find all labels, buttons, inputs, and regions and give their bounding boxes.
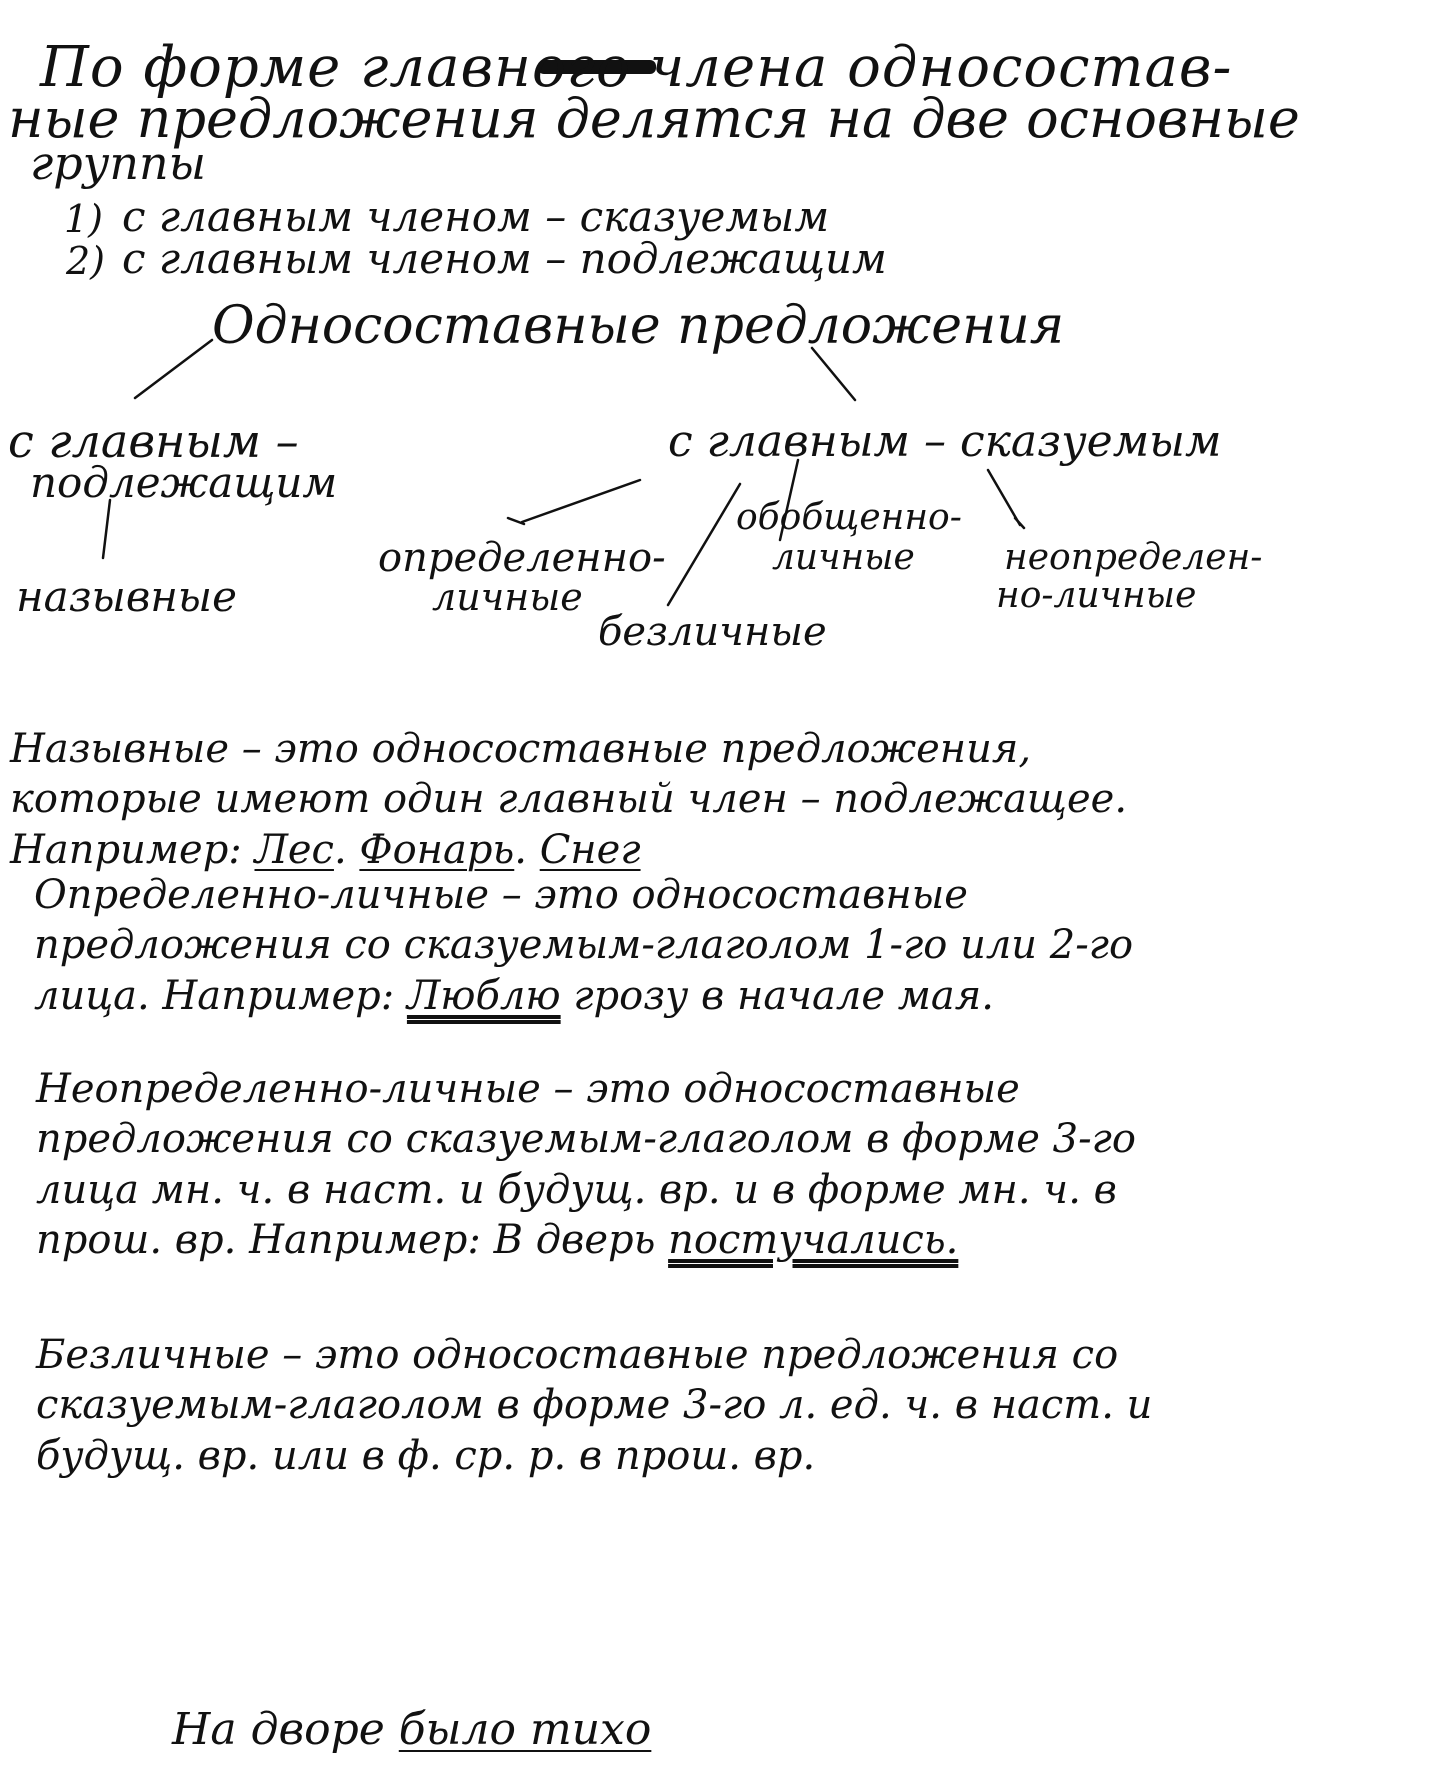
diagram-root: Односоставные предложения: [212, 296, 1065, 356]
diagram-leaf-definite-line-1: определенно-: [378, 535, 666, 581]
example-bylo-tikho: было тихо: [398, 1704, 652, 1755]
connector-root-left: [135, 340, 212, 398]
definition-definite: [34, 870, 1144, 1021]
intro-line-3: группы: [30, 136, 207, 190]
diagram-leaf-definite-line-2: личные: [432, 575, 583, 619]
diagram-leaf-named: назывные: [16, 572, 237, 621]
group-1-number: 1): [64, 197, 104, 241]
definition-indefinite-text: Неопределенно-личные – это односоставные предложения со сказуемым-глаголом в форме 3-го лица мн. ч. в наст. и будущ. вр. и в форме мн. ч. в прош. вр. Например: В дверь: [36, 1066, 1136, 1264]
intro-line-2: ные предложения делятся на две основные: [8, 87, 1300, 150]
example-definite-rest: грозу в начале мая.: [573, 972, 994, 1019]
definition-definite-text: Определенно-личные – это односоставные предложения со сказуемым-глаголом 1-го или 2-го лица. Например:: [34, 872, 1134, 1019]
diagram-leaf-generalized-line-1: обобщенно-: [736, 497, 962, 538]
diagram-leaf-generalized-line-2: личные: [772, 537, 915, 578]
definition-named-text: Назывные – это односоставные предложения, которые имеют один главный член – подлежащее. Например:: [10, 726, 1128, 873]
example-na-dvore: На дворе: [172, 1704, 385, 1755]
diagram-leaf-indefinite-line-1: неопределен-: [1004, 537, 1263, 578]
example-fonar: Фонарь: [359, 826, 515, 873]
group-1-text: с главным членом – сказуемым: [122, 192, 830, 241]
example-sneg: Снег: [539, 826, 641, 873]
definition-impersonal-text: Безличные – это односоставные предложения со сказуемым-глаголом в форме 3-го л. ед. ч. в наст. и будущ. вр. или в ф. ср. р. в прош. вр.: [36, 1332, 1153, 1479]
arrow-tick: [1015, 518, 1024, 528]
connector-right-definite: [522, 480, 640, 522]
connector-right-impersonal: [668, 484, 740, 605]
group-2-text: с главным членом – подлежащим: [122, 234, 887, 283]
diagram-left-line-2: подлежащим: [30, 458, 338, 507]
intro-line-1: По форме главного члена односостав-: [40, 35, 1233, 100]
definition-indefinite: [36, 1064, 1216, 1266]
group-2-number: 2): [66, 239, 106, 283]
definition-named: Назывные – это односоставные предложения, которые имеют один главный член – подлежащее. Например: Лес. Фонарь. Снег: [10, 726, 1128, 873]
definition-impersonal: [36, 1330, 1236, 1481]
connector-left-named: [103, 500, 110, 558]
diagram-right: с главным – сказуемым: [668, 416, 1222, 467]
example-lyublyu: Люблю: [406, 972, 561, 1019]
diagram-left-line-1: с главным –: [8, 414, 299, 468]
connector-right-indefinite: [988, 470, 1020, 525]
example-postuchalis: постучались.: [668, 1217, 959, 1264]
diagram-leaf-impersonal: безличные: [598, 609, 827, 655]
diagram-leaf-indefinite-line-2: но-личные: [996, 575, 1197, 616]
impersonal-example: [172, 1704, 652, 1755]
example-les: Лес: [254, 826, 334, 873]
